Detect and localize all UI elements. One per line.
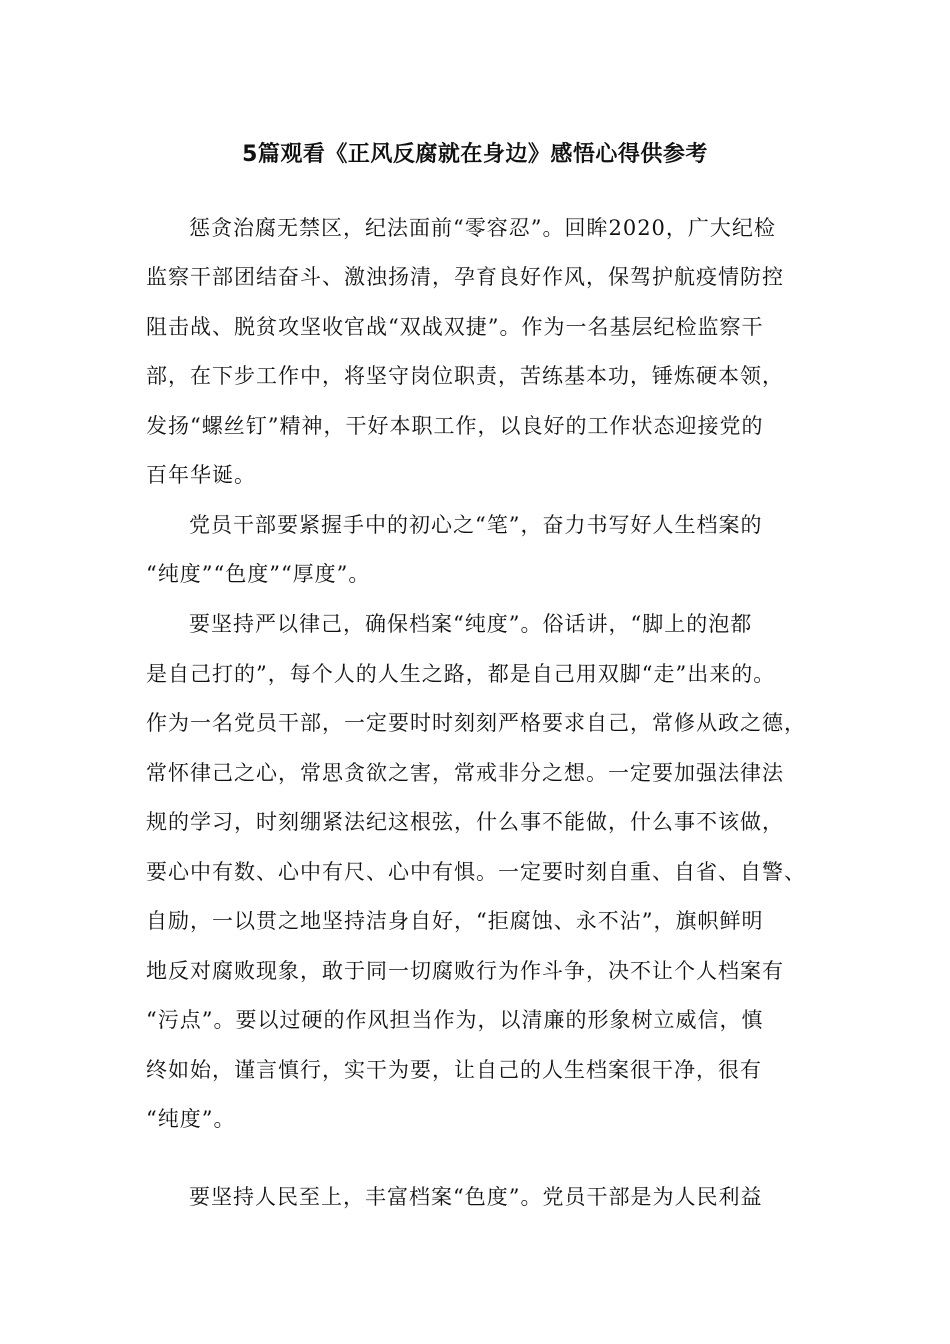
paragraph-line: 部，在下步工作中，将坚守岗位职责，苦练基本功，锤炼硬本领， <box>146 364 784 388</box>
paragraph-line: 发扬“螺丝钉”精神，干好本职工作，以良好的工作状态迎接党的 <box>146 414 764 438</box>
paragraph-line: 地反对腐败现象，敢于同一切腐败行为作斗争，决不让个人档案有 <box>146 959 784 983</box>
paragraph-line: 监察干部团结奋斗、激浊扬清，孕育良好作风，保驾护航疫情防控 <box>146 265 784 289</box>
paragraph-line: “污点”。要以过硬的作风担当作为，以清廉的形象树立威信，慎 <box>146 1008 764 1032</box>
paragraph-line: 规的学习，时刻绷紧法纪这根弦，什么事不能做，什么事不该做， <box>146 810 784 834</box>
paragraph-line: 要心中有数、心中有尺、心中有惧。一定要时刻自重、自省、自警、 <box>146 860 806 884</box>
paragraph-line: 要坚持严以律己，确保档案“纯度”。俗话讲，“脚上的泡都 <box>189 612 753 636</box>
document-title: 5篇观看《正风反腐就在身边》感悟心得供参考 <box>242 142 708 167</box>
paragraph-line: 是自己打的”，每个人的人生之路，都是自己用双脚“走”出来的。 <box>146 662 776 686</box>
paragraph-line: 终如始，谨言慎行，实干为要，让自己的人生档案很干净，很有 <box>146 1058 762 1082</box>
paragraph-line: “纯度”“色度”“厚度”。 <box>146 562 371 586</box>
paragraph-line: 百年华诞。 <box>146 463 256 487</box>
paragraph-line: “纯度”。 <box>146 1107 236 1131</box>
paragraph-line: 自励，一以贯之地坚持洁身自好，“拒腐蚀、永不沾”，旗帜鲜明 <box>146 909 764 933</box>
paragraph-line: 党员干部要紧握手中的初心之“笔”，奋力书写好人生档案的 <box>189 513 763 537</box>
paragraph-line: 作为一名党员干部，一定要时时刻刻严格要求自己，常修从政之德， <box>146 711 806 735</box>
paragraph-line: 阻击战、脱贫攻坚收官战“双战双捷”。作为一名基层纪检监察干 <box>146 315 764 339</box>
paragraph-line: 惩贪治腐无禁区，纪法面前“零容忍”。回眸2020，广大纪检 <box>189 216 776 240</box>
paragraph-line: 要坚持人民至上，丰富档案“色度”。党员干部是为人民利益 <box>189 1185 763 1209</box>
paragraph-line: 常怀律己之心，常思贪欲之害，常戒非分之想。一定要加强法律法 <box>146 761 784 785</box>
